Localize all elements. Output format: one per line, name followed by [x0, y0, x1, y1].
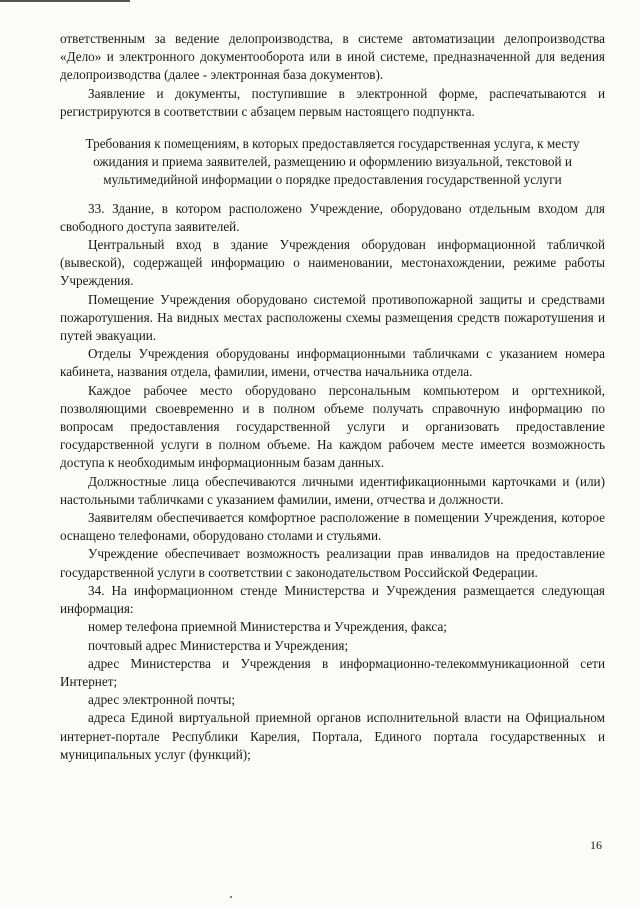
list-item: номер телефона приемной Министерства и Учреждения, факса;: [88, 619, 447, 635]
paragraph-workplace: Каждое рабочее место оборудовано персональным компьютером и оргтехникой, позволяющими своевременно и в полном объеме получать справочную информацию по вопросам предоставления государственной услуги и организовать предоставление государственной услуги в полном объеме. На каждом рабочем месте имеется возможность доступа к необходимым информационным базам данных.: [60, 382, 605, 471]
list-item: адрес электронной почты;: [88, 692, 235, 708]
top-scan-line: [0, 0, 130, 2]
paragraph-entrance: Центральный вход в здание Учреждения оборудован информационной табличкой (вывеской), содержащей информацию о наименовании, местонахождении, режиме работы Учреждения.: [60, 237, 605, 289]
paragraph-scan: Заявление и документы, поступившие в электронной форме, распечатываются и регистрируются в соответствии с абзацем первым настоящего подпункта.: [60, 85, 605, 119]
paragraph-departments: Отделы Учреждения оборудованы информационными табличками с указанием номера кабинета, названия отдела, фамилии, имени, отчества начальника отдела.: [60, 346, 605, 380]
list-item: адрес Министерства и Учреждения в информационно-телекоммуникационной сети Интернет;: [60, 655, 605, 689]
page-number: 16: [590, 838, 602, 852]
paragraph-33: 33. Здание, в котором расположено Учреждение, оборудовано отдельным входом для свободного доступа заявителей.: [60, 200, 605, 234]
paragraph-fire-safety: Помещение Учреждения оборудовано системой противопожарной защиты и средствами пожаротушения. На видных местах расположены схемы размещения средств пожаротушения и путей эвакуации.: [60, 291, 605, 344]
paragraph-intro: ответственным за ведение делопроизводства, в системе автоматизации делопроизводства «Дело» и электронного документооборота или в иной системе, предназначенной для ведения делопроизводства (далее - электронная база документов).: [60, 31, 605, 83]
document-page: [60, 30, 605, 764]
paragraph-officials: Должностные лица обеспечиваются личными идентификационными карточками и (или) настольными табличками с указанием фамилии, имени, отчества и должности.: [60, 473, 605, 507]
section-heading: Требования к помещениям, в которых предоставляется государственная услуга, к месту ожидания и приема заявителей, размещению и оформлению визуальной, текстовой и мультимедийной информации о порядке предоставления государственной услуги: [85, 136, 580, 188]
list-item: адреса Единой виртуальной приемной органов исполнительной власти на Официальном интернет-портале Республики Карелия, Портала, Единого портала государственных и муниципальных услуг (функций);: [60, 710, 605, 762]
paragraph-disabled: Учреждение обеспечивает возможность реализации прав инвалидов на предоставление государственной услуги в соответствии с законодательством Российской Федерации.: [60, 546, 605, 580]
list-item: почтовый адрес Министерства и Учреждения;: [88, 637, 349, 653]
paragraph-34: 34. На информационном стенде Министерства и Учреждения размещается следующая информация:: [60, 582, 605, 617]
paragraph-applicants: Заявителям обеспечивается комфортное расположение в помещении Учреждения, которое оснащено телефонами, оборудовано столами и стульями.: [60, 510, 605, 544]
scan-speck: [230, 896, 232, 898]
